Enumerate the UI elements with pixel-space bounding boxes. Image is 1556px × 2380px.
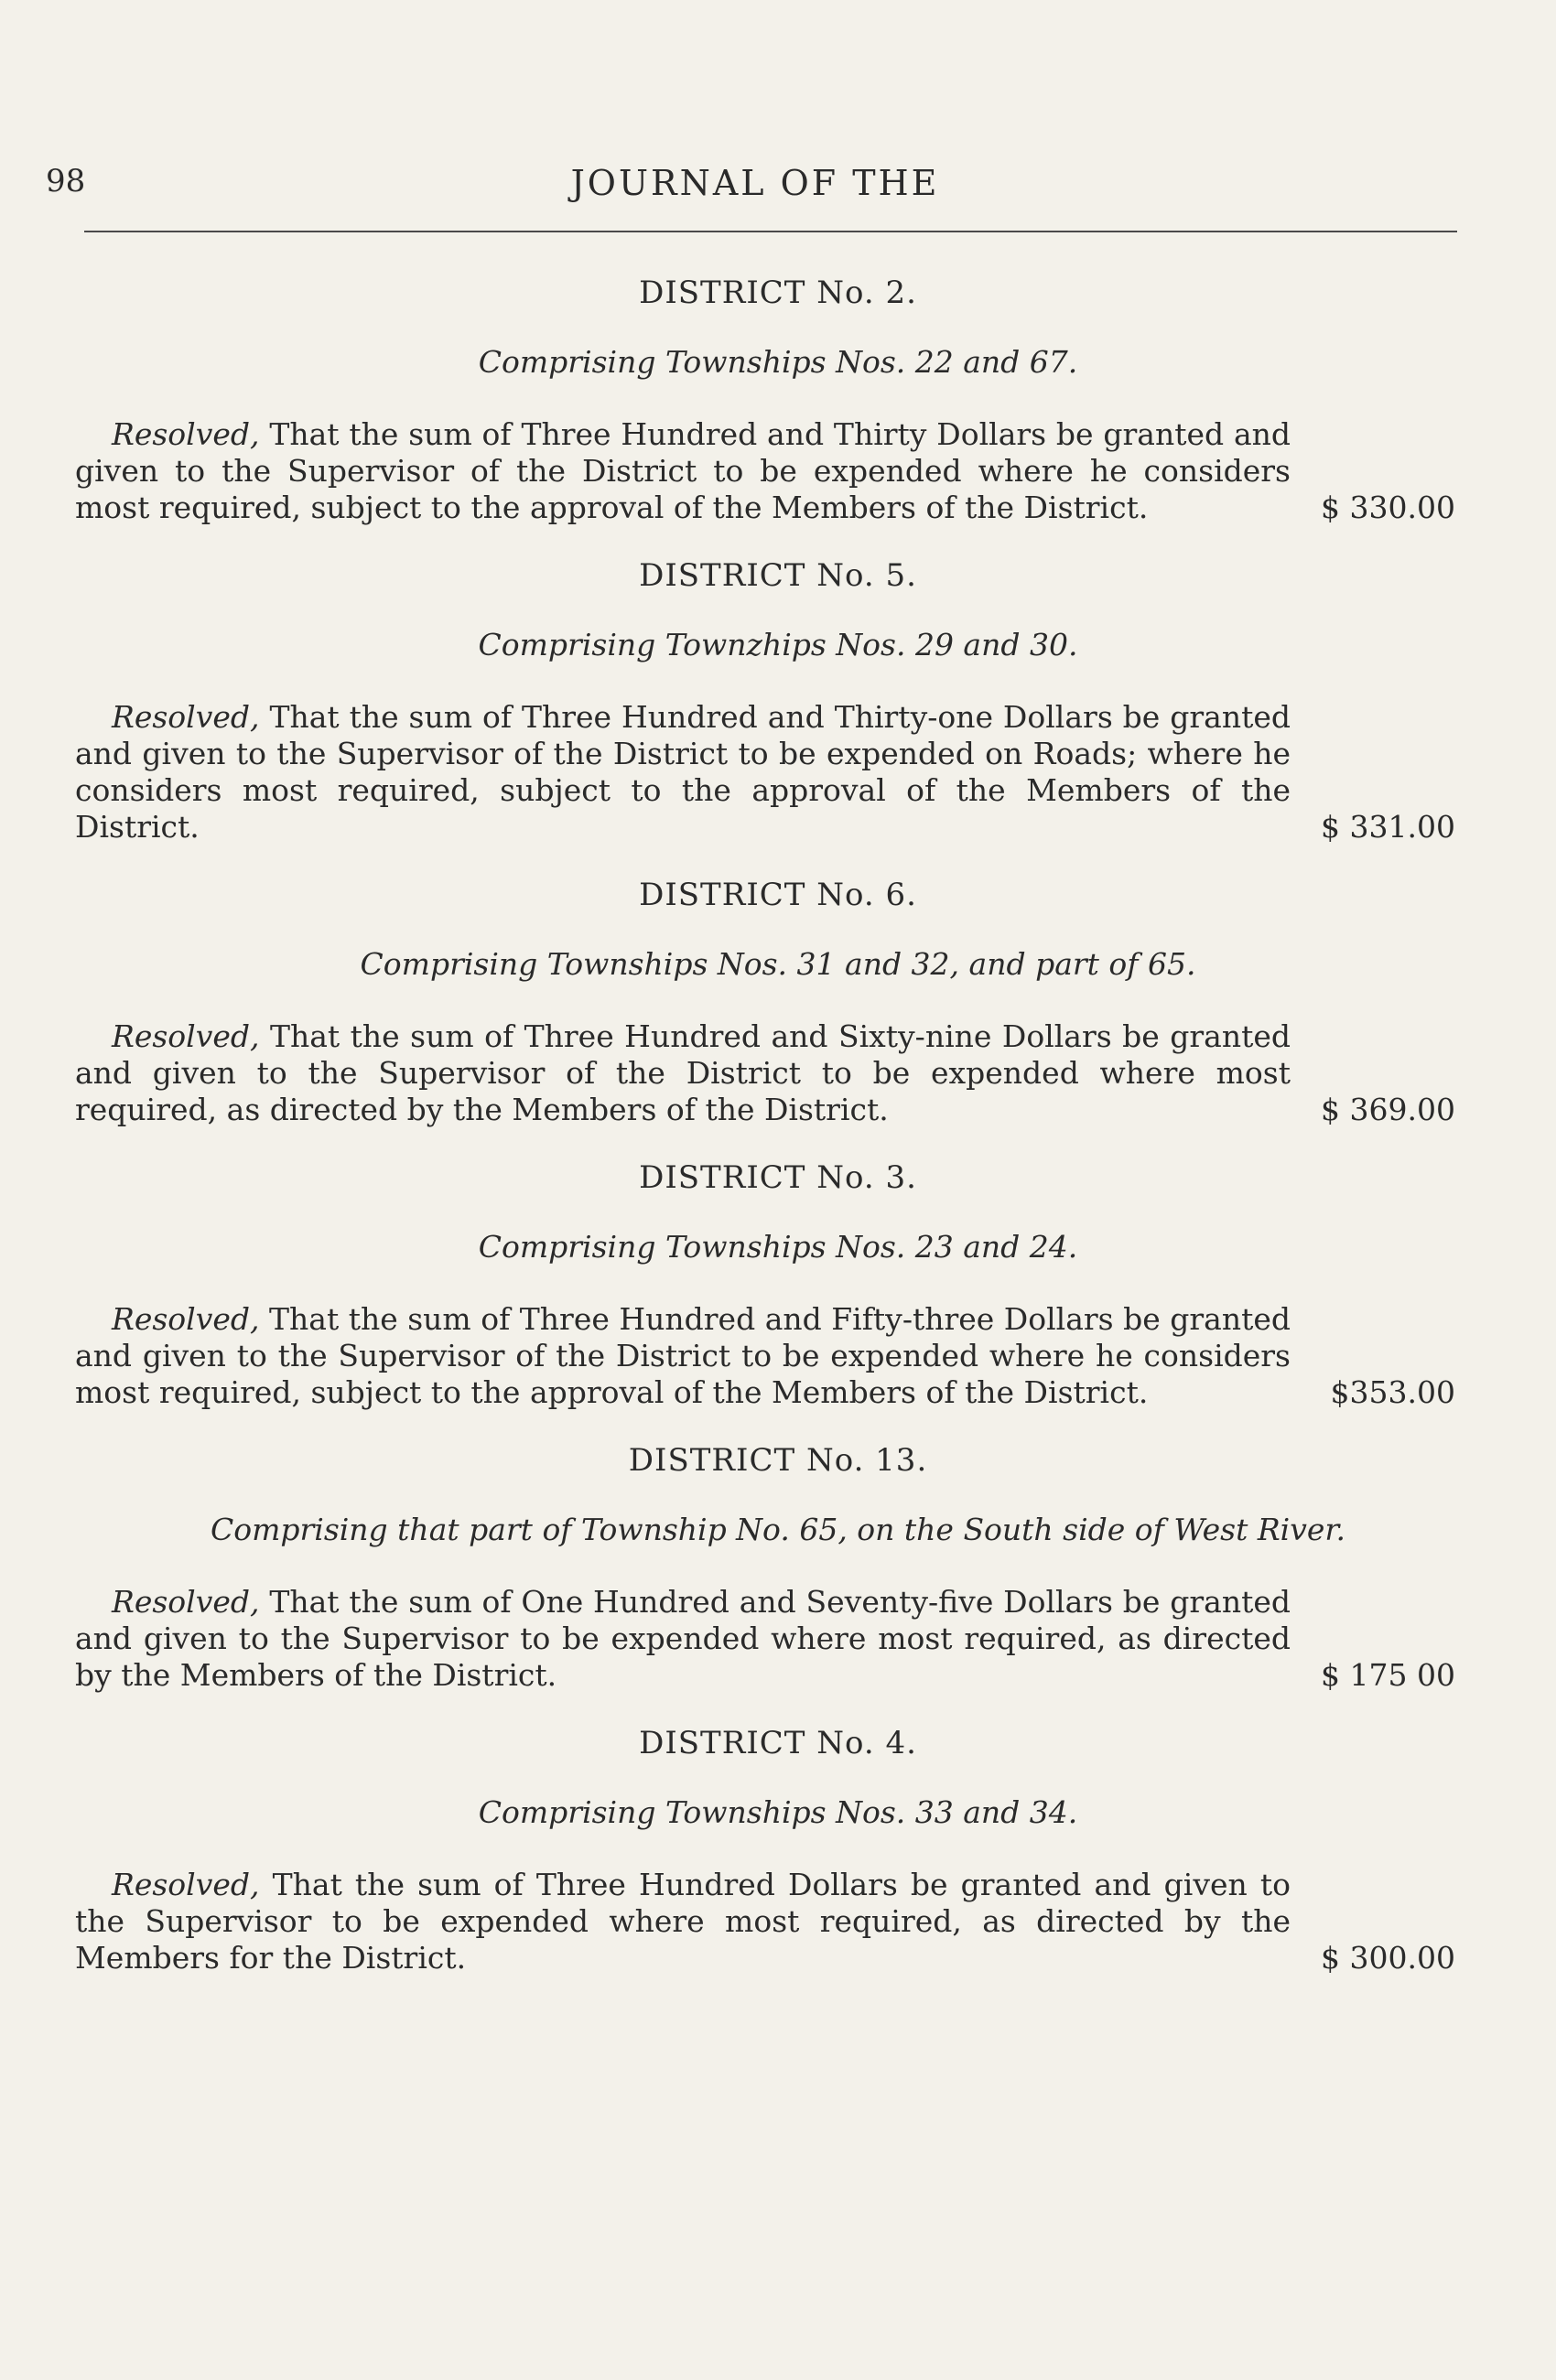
resolution-paragraph — [0, 1018, 1556, 1128]
resolution-text: That the sum of Three Hundred and Fifty-three Dollars be granted and given to the Supervisor of the District to be expended where he considers most required, subject to the approval of the Members of the District. — [75, 1301, 1291, 1410]
page-content — [0, 275, 1556, 2008]
amount: $ 300.00 — [1321, 1940, 1455, 1976]
amount: $ 369.00 — [1321, 1092, 1455, 1127]
amount: $ 331.00 — [1321, 809, 1455, 845]
comprising-line: Comprising that part of Township No. 65, on the South side of West River. — [210, 1512, 1346, 1547]
resolution-text: That the sum of One Hundred and Seventy-five Dollars be granted and given to the Supervisor to be expended where most required, as directed by the Members of the District. — [75, 1584, 1291, 1693]
resolution-text: That the sum of Three Hundred and Thirty-one Dollars be granted and given to the Supervisor of the District to be expended on Roads; where he considers most required, subject to the approval of the Members of the District. — [75, 699, 1291, 845]
resolution-paragraph — [0, 1584, 1556, 1694]
resolution-text: That the sum of Three Hundred and Sixty-nine Dollars be granted and given to the Supervisor of the District to be expended where most required, as directed by the Members of the District. — [75, 1018, 1291, 1127]
amount: $ 175 00 — [1321, 1657, 1455, 1693]
journal-title: JOURNAL OF THE — [570, 163, 940, 203]
district-section — [0, 1725, 1556, 1976]
district-section — [0, 557, 1556, 845]
resolved-word: Resolved, — [112, 1584, 260, 1620]
district-heading: DISTRICT No. 6. — [639, 877, 917, 913]
comprising-line: Comprising Townships Nos. 22 and 67. — [478, 344, 1078, 380]
amount: $353.00 — [1330, 1374, 1455, 1410]
amount: $ 330.00 — [1321, 490, 1455, 525]
district-heading: DISTRICT No. 5. — [639, 557, 917, 594]
district-heading: DISTRICT No. 4. — [639, 1725, 917, 1761]
district-section — [0, 1442, 1556, 1694]
district-heading: DISTRICT No. 2. — [639, 275, 917, 311]
resolved-word: Resolved, — [112, 416, 260, 452]
page-number: 98 — [46, 163, 86, 199]
resolved-word: Resolved, — [112, 1301, 260, 1337]
resolution-paragraph — [0, 416, 1556, 526]
comprising-line: Comprising Townships Nos. 31 and 32, and part of 65. — [360, 946, 1196, 982]
resolved-word: Resolved, — [112, 1018, 260, 1054]
district-heading: DISTRICT No. 13. — [628, 1442, 928, 1479]
district-section — [0, 275, 1556, 526]
resolution-text: That the sum of Three Hundred Dollars be granted and given to the Supervisor to be expended where most required, as directed by the Members for the District. — [75, 1867, 1291, 1976]
comprising-line: Comprising Townzhips Nos. 29 and 30. — [478, 627, 1078, 662]
district-heading: DISTRICT No. 3. — [639, 1159, 917, 1196]
district-section — [0, 1159, 1556, 1411]
running-head — [46, 163, 1464, 210]
resolution-paragraph — [0, 1867, 1556, 1976]
resolution-text: That the sum of Three Hundred and Thirty Dollars be granted and given to the Supervisor of the District to be expended where he considers most required, subject to the approval of the Members of the District. — [75, 416, 1291, 525]
resolved-word: Resolved, — [112, 699, 260, 735]
resolution-paragraph — [0, 699, 1556, 845]
district-section — [0, 877, 1556, 1128]
resolved-word: Resolved, — [112, 1867, 260, 1902]
header-rule — [84, 231, 1457, 232]
comprising-line: Comprising Townships Nos. 23 and 24. — [478, 1229, 1078, 1265]
comprising-line: Comprising Townships Nos. 33 and 34. — [478, 1794, 1078, 1830]
resolution-paragraph — [0, 1301, 1556, 1411]
